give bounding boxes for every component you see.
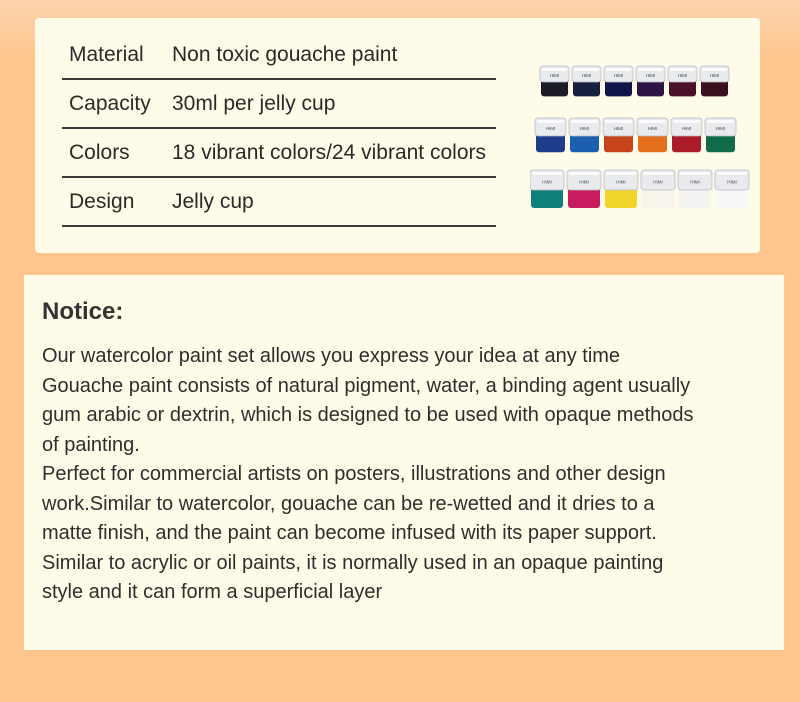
notice-line: style and it can form a superficial layer <box>42 581 383 603</box>
paint-cup <box>678 170 712 208</box>
spec-row-material <box>62 30 496 80</box>
paint-cup <box>567 170 601 208</box>
notice-line: matte finish, and the paint can become infused with its paper support. <box>42 522 657 544</box>
paint-cup <box>535 118 566 152</box>
cup-brand-label: HIMI <box>645 72 656 78</box>
cup-brand-label: HIMI <box>677 72 688 78</box>
cup-brand-label: HIMI <box>709 72 720 78</box>
paint-cup <box>668 66 697 96</box>
notice-line: Our watercolor paint set allows you express your idea at any time <box>42 345 621 367</box>
paint-cup <box>604 170 638 208</box>
cup-brand-label: HIMI <box>579 126 590 132</box>
cup-brand-label: HIMI <box>581 72 592 78</box>
paint-cup <box>671 118 702 152</box>
spec-value: Jelly cup <box>172 190 254 213</box>
paint-cup <box>569 118 600 152</box>
paint-cup <box>641 170 675 208</box>
cup-brand-label: HIMI <box>549 72 560 78</box>
paint-cup <box>700 66 729 96</box>
cup-brand-label: HIMI <box>613 126 624 132</box>
spec-value: Non toxic gouache paint <box>172 43 398 66</box>
notice-card <box>24 275 784 650</box>
spec-label: Design <box>69 190 135 213</box>
paint-cup <box>715 170 749 208</box>
paint-cup <box>572 66 601 96</box>
paint-cup <box>530 170 564 208</box>
spec-row-design <box>62 177 496 227</box>
spec-card <box>35 18 760 253</box>
notice-line: work.Similar to watercolor, gouache can be re-wetted and it dries to a <box>42 492 655 515</box>
paint-cup <box>637 118 668 152</box>
paint-cup <box>705 118 736 152</box>
paint-cup <box>636 66 665 96</box>
paint-cup <box>603 118 634 152</box>
spec-label: Colors <box>69 141 130 164</box>
spec-row-colors <box>62 128 496 178</box>
paint-cup <box>540 66 569 96</box>
paint-cups-product-image <box>530 60 755 220</box>
cup-brand-label: HIMI <box>647 126 658 132</box>
cup-brand-label: HIMI <box>690 179 700 185</box>
notice-title: Notice: <box>42 298 124 325</box>
spec-value: 18 vibrant colors/24 vibrant colors <box>172 141 486 164</box>
cup-brand-label: HIMI <box>727 179 737 185</box>
cup-brand-label: HIMI <box>681 126 692 132</box>
spec-label: Capacity <box>69 92 151 115</box>
cup-brand-label: HIMI <box>715 126 726 132</box>
notice-line: Gouache paint consists of natural pigment, water, a binding agent usually <box>42 374 691 397</box>
spec-label: Material <box>69 43 144 66</box>
cup-brand-label: HIMI <box>545 126 556 132</box>
notice-line: gum arabic or dextrin, which is designed to be used with opaque methods <box>42 404 694 426</box>
cup-brand-label: HIMI <box>542 179 552 185</box>
paint-cup <box>604 66 633 96</box>
notice-line: Perfect for commercial artists on posters, illustrations and other design <box>42 463 666 485</box>
cup-brand-label: HIMI <box>616 179 626 185</box>
cup-brand-label: HIMI <box>653 179 663 185</box>
cup-brand-label: HIMI <box>579 179 589 185</box>
notice-body <box>42 342 772 608</box>
notice-line: of painting. <box>42 433 140 456</box>
notice-line: Similar to acrylic or oil paints, it is normally used in an opaque painting <box>42 551 664 574</box>
cup-brand-label: HIMI <box>613 72 624 78</box>
spec-row-capacity <box>62 79 496 129</box>
spec-value: 30ml per jelly cup <box>172 92 336 115</box>
